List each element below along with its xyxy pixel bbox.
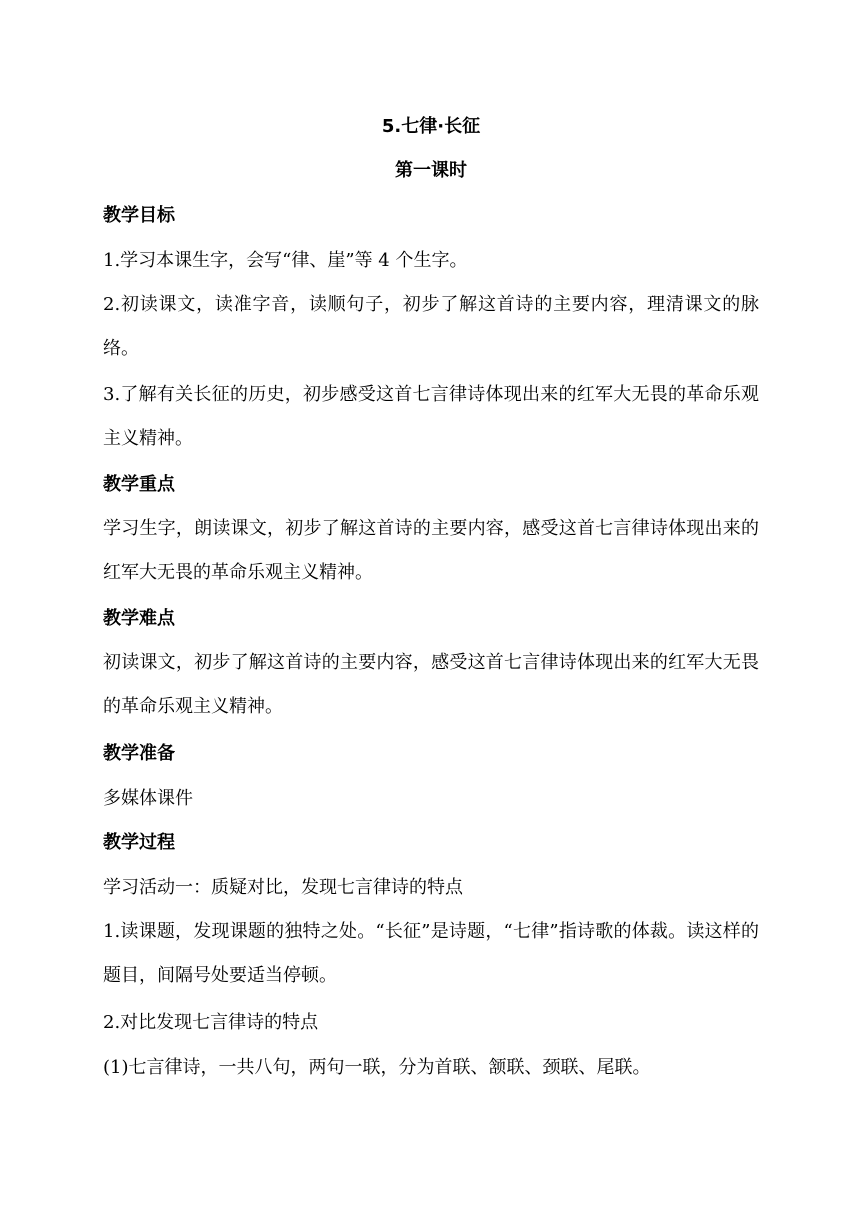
- preparation-heading: 教学准备: [103, 743, 175, 764]
- difficulties-heading: 教学难点: [103, 608, 175, 629]
- lesson-subtitle: 第一课时: [395, 160, 467, 181]
- lesson-title: 5.七律·长征: [381, 116, 481, 137]
- process-step-2: 2.对比发现七言律诗的特点: [103, 1012, 319, 1033]
- objectives-heading: 教学目标: [103, 205, 175, 226]
- difficulties-text: 初读课文，初步了解这首诗的主要内容，感受这首七言律诗体现出来的红军大无畏的革命乐观主义精神。: [103, 652, 759, 717]
- objective-item-1: 1.学习本课生字，会写“律、崖”等 4 个生字。: [103, 250, 468, 271]
- key-points-heading: 教学重点: [103, 474, 175, 495]
- process-heading: 教学过程: [103, 832, 175, 853]
- preparation-text: 多媒体课件: [103, 788, 193, 809]
- activity-one: 学习活动一：质疑对比，发现七言律诗的特点: [103, 877, 463, 898]
- objective-item-2: 2.初读课文，读准字音，读顺句子，初步了解这首诗的主要内容，理清课文的脉络。: [103, 294, 759, 359]
- key-points-text: 学习生字，朗读课文，初步了解这首诗的主要内容，感受这首七言律诗体现出来的红军大无畏的革命乐观主义精神。: [103, 518, 759, 583]
- process-step-1: 1.读课题，发现课题的独特之处。“长征”是诗题，“七律”指诗歌的体裁。读这样的题目，间隔号处要适当停顿。: [103, 921, 759, 986]
- objective-item-3: 3.了解有关长征的历史，初步感受这首七言律诗体现出来的红军大无畏的革命乐观主义精神。: [103, 384, 759, 449]
- process-step-2-sub-1: (1)七言律诗，一共八句，两句一联，分为首联、颔联、颈联、尾联。: [103, 1057, 651, 1078]
